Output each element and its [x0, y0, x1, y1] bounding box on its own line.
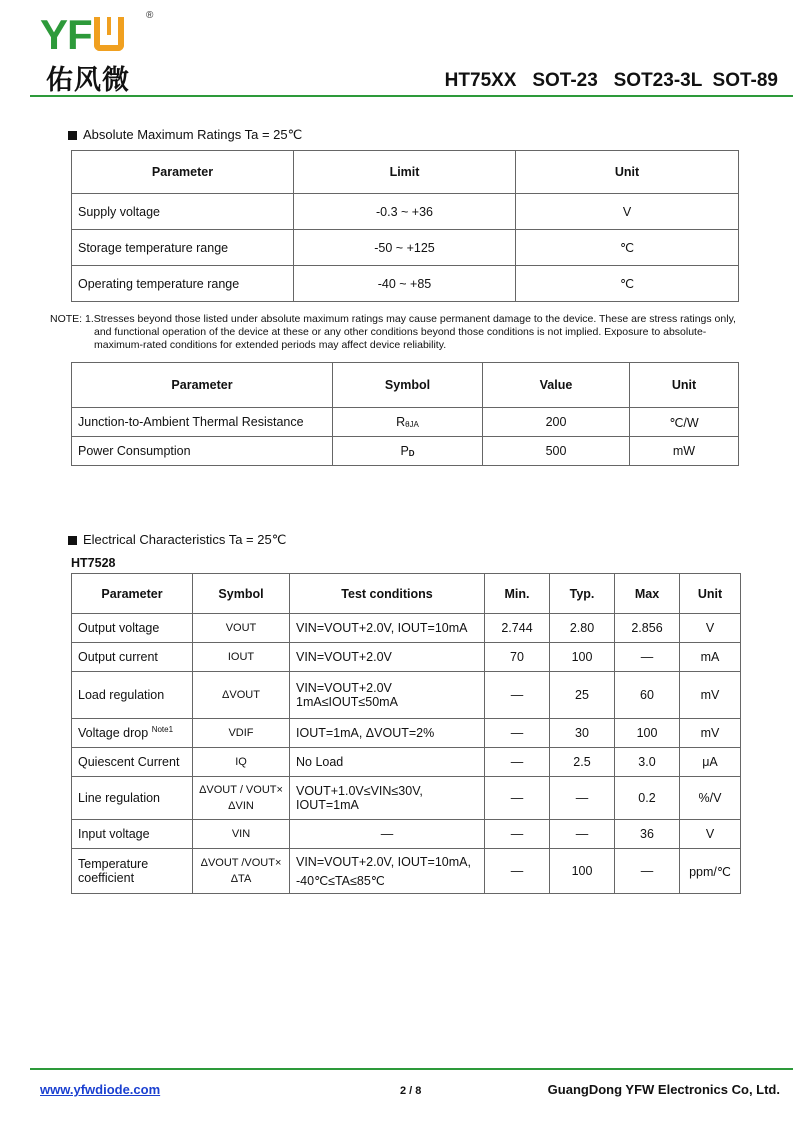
symbol-cell: IQ	[193, 748, 290, 777]
symbol-cell: ΔVOUT	[193, 672, 290, 719]
param-cell: Power Consumption	[72, 437, 333, 466]
table-header-cell: Test conditions	[290, 574, 485, 614]
param-cell: Line regulation	[72, 777, 193, 820]
symbol-cell: VOUT	[193, 614, 290, 643]
conditions-cell: No Load	[290, 748, 485, 777]
param-cell: Operating temperature range	[72, 266, 294, 302]
conditions-cell: VIN=VOUT+2.0V, IOUT=10mA	[290, 614, 485, 643]
typ-cell: —	[550, 777, 615, 820]
table-header-cell: Unit	[680, 574, 741, 614]
table-header-cell: Min.	[485, 574, 550, 614]
conditions-cell: VIN=VOUT+2.0V, IOUT=10mA, -40℃≤TA≤85℃	[290, 849, 485, 894]
table-header-cell: Symbol	[333, 363, 483, 408]
symbol-cell: ΔVOUT / VOUT× ΔVIN	[193, 777, 290, 820]
table-row	[72, 672, 741, 719]
param-cell: Quiescent Current	[72, 748, 193, 777]
symbol-cell: VIN	[193, 820, 290, 849]
note-line: NOTE: 1.Stresses beyond those listed under absolute maximum ratings may cause permanent damage to the device. These are stress ratings only,	[50, 313, 736, 325]
typ-cell: 25	[550, 672, 615, 719]
min-cell: 70	[485, 643, 550, 672]
typ-cell: 100	[550, 643, 615, 672]
param-cell: Input voltage	[72, 820, 193, 849]
min-cell: 2.744	[485, 614, 550, 643]
table-row	[72, 748, 741, 777]
unit-cell: mA	[680, 643, 741, 672]
table-header-cell: Limit	[294, 151, 516, 194]
footer-divider	[30, 1068, 793, 1070]
max-cell: 36	[615, 820, 680, 849]
table-row	[72, 437, 739, 466]
thermal-table	[71, 362, 739, 466]
unit-cell: μA	[680, 748, 741, 777]
table-row	[72, 849, 741, 894]
symbol-cell: IOUT	[193, 643, 290, 672]
unit-cell: ppm/℃	[680, 849, 741, 894]
max-cell: —	[615, 849, 680, 894]
symbol-cell: VDIF	[193, 719, 290, 748]
abs-max-table	[71, 150, 739, 302]
unit-cell: V	[516, 194, 739, 230]
min-cell: —	[485, 719, 550, 748]
table-row	[72, 777, 741, 820]
table-header-cell: Parameter	[72, 151, 294, 194]
logo-chinese-name: 佑风微	[46, 65, 130, 95]
min-cell: —	[485, 820, 550, 849]
table-row	[72, 820, 741, 849]
stress-note	[50, 313, 770, 352]
conditions-cell: VIN=VOUT+2.0V	[290, 643, 485, 672]
min-cell: —	[485, 777, 550, 820]
header-divider	[30, 95, 793, 97]
param-cell: Voltage drop $^{Note1}$	[72, 719, 193, 748]
param-cell: Load regulation	[72, 672, 193, 719]
registered-mark: ®	[146, 10, 154, 21]
table-row	[72, 194, 739, 230]
table-header-cell: Parameter	[72, 363, 333, 408]
document-title: HT75XX SOT-23 SOT23-3L SOT-89	[444, 70, 778, 91]
typ-cell: —	[550, 820, 615, 849]
table-row	[72, 408, 739, 437]
logo-letter-w-mark	[94, 17, 124, 51]
note-reference: Note1	[151, 725, 174, 735]
unit-cell: mW	[630, 437, 739, 466]
company-logo	[40, 11, 124, 58]
unit-cell: V	[680, 820, 741, 849]
conditions-cell: —	[290, 820, 485, 849]
unit-cell: mV	[680, 719, 741, 748]
bullet-square-icon	[68, 131, 77, 140]
min-cell: —	[485, 849, 550, 894]
conditions-cell: VOUT+1.0V≤VIN≤30V, IOUT=1mA	[290, 777, 485, 820]
max-cell: 60	[615, 672, 680, 719]
table-header-cell: Value	[483, 363, 630, 408]
param-cell: Output current	[72, 643, 193, 672]
typ-cell: 2.80	[550, 614, 615, 643]
conditions-cell: VIN=VOUT+2.0V 1mA≤IOUT≤50mA	[290, 672, 485, 719]
typ-cell: 30	[550, 719, 615, 748]
table-header-cell: Unit	[516, 151, 739, 194]
note-line: and functional operation of the device at these or any other conditions beyond those conditions is not implied. Exposure to absolute-	[94, 326, 707, 338]
table-header-cell: Max	[615, 574, 680, 614]
unit-cell: ℃/W	[630, 408, 739, 437]
unit-cell: %/V	[680, 777, 741, 820]
electrical-section-title: Electrical Characteristics Ta = 25℃	[68, 532, 286, 548]
param-cell: Output voltage	[72, 614, 193, 643]
bullet-square-icon	[68, 536, 77, 545]
max-cell: 100	[615, 719, 680, 748]
logo-letter-y: Y	[40, 11, 68, 58]
symbol-cell: $R_{\theta JA}$	[333, 408, 483, 437]
table-row	[72, 266, 739, 302]
param-cell: Temperature coefficient	[72, 849, 193, 894]
typ-cell: 100	[550, 849, 615, 894]
typ-cell: 2.5	[550, 748, 615, 777]
table-row	[72, 230, 739, 266]
table-row	[72, 719, 741, 748]
table-row	[72, 643, 741, 672]
note-line: maximum-rated conditions for extended periods may affect device reliability.	[94, 339, 447, 351]
table-header-cell: Unit	[630, 363, 739, 408]
website-link[interactable]: www.yfwdiode.com	[40, 1082, 161, 1097]
table-row	[72, 614, 741, 643]
abs-max-section-title: Absolute Maximum Ratings Ta = 25℃	[68, 127, 302, 143]
table-header-row	[72, 574, 741, 614]
table-header-cell: Symbol	[193, 574, 290, 614]
conditions-cell: IOUT=1mA, ΔVOUT=2%	[290, 719, 485, 748]
unit-cell: mV	[680, 672, 741, 719]
table-header-row	[72, 363, 739, 408]
model-label: HT7528	[71, 556, 116, 570]
max-cell: 2.856	[615, 614, 680, 643]
param-cell: Supply voltage	[72, 194, 294, 230]
min-cell: —	[485, 748, 550, 777]
table-header-cell: Parameter	[72, 574, 193, 614]
symbol-cell: ΔVOUT /VOUT× ΔTA	[193, 849, 290, 894]
param-cell: Storage temperature range	[72, 230, 294, 266]
table-header-cell: Typ.	[550, 574, 615, 614]
electrical-table	[71, 573, 741, 894]
limit-cell: -40 ~ +85	[294, 266, 516, 302]
min-cell: —	[485, 672, 550, 719]
unit-cell: V	[680, 614, 741, 643]
value-cell: 200	[483, 408, 630, 437]
limit-cell: -0.3 ~ +36	[294, 194, 516, 230]
company-name: GuangDong YFW Electronics Co, Ltd.	[547, 1082, 780, 1097]
max-cell: —	[615, 643, 680, 672]
table-header-row	[72, 151, 739, 194]
unit-cell: ℃	[516, 230, 739, 266]
symbol-cell: $P_D$	[333, 437, 483, 466]
max-cell: 0.2	[615, 777, 680, 820]
page-number: 2 / 8	[400, 1085, 422, 1097]
logo-letter-f: F	[67, 11, 92, 58]
max-cell: 3.0	[615, 748, 680, 777]
unit-cell: ℃	[516, 266, 739, 302]
limit-cell: -50 ~ +125	[294, 230, 516, 266]
value-cell: 500	[483, 437, 630, 466]
param-cell: Junction-to-Ambient Thermal Resistance	[72, 408, 333, 437]
